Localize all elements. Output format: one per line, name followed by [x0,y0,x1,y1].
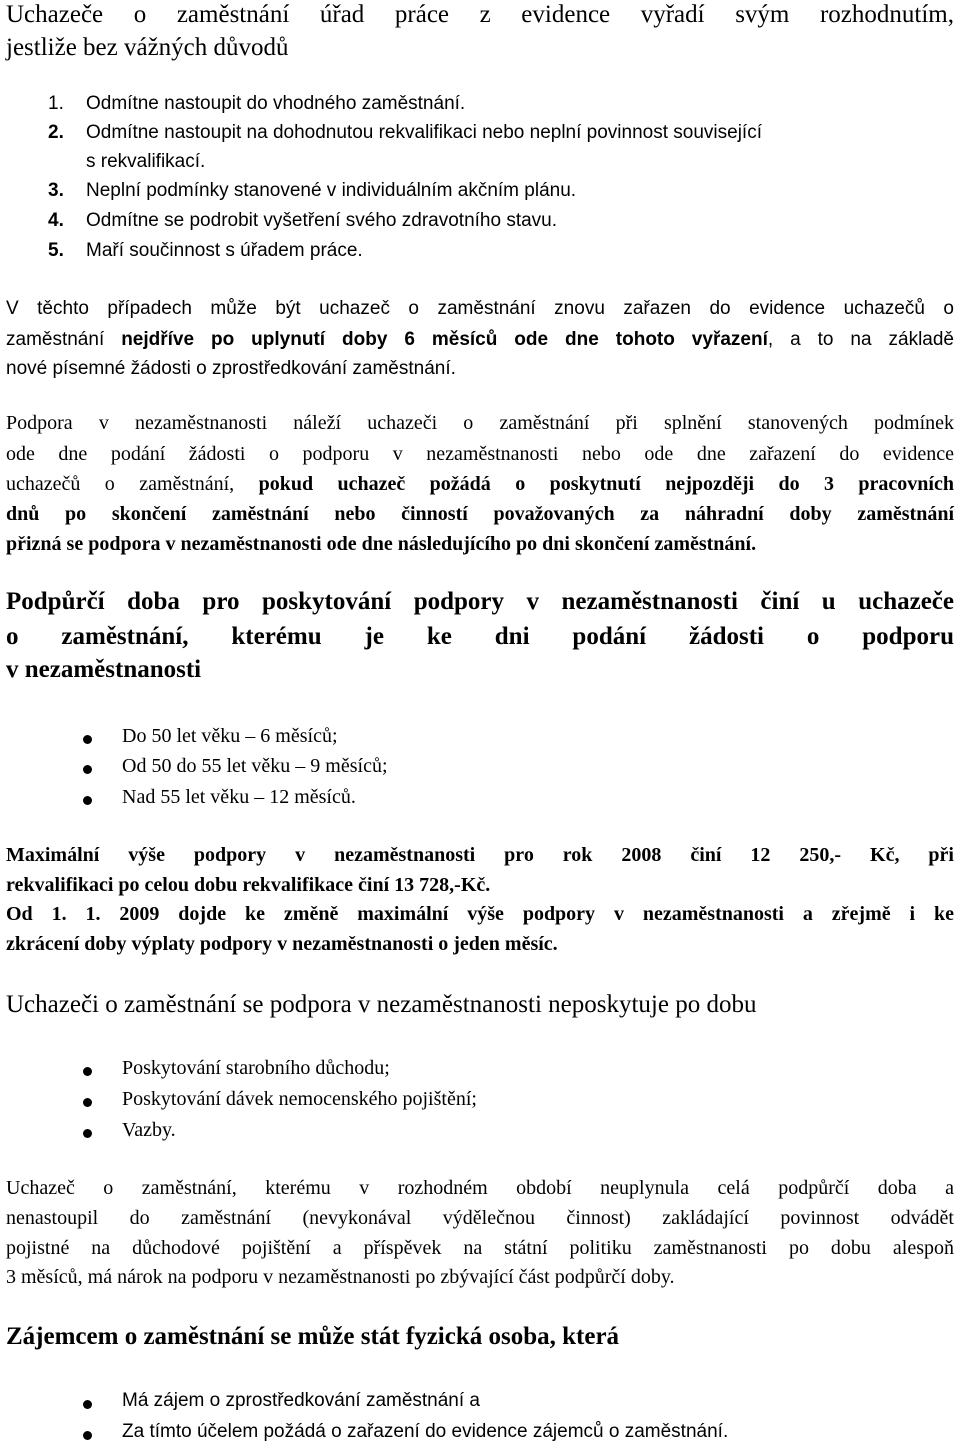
bullet-icon [83,1129,92,1138]
bullet-icon [83,1098,92,1107]
list-item: Vazby. [122,1119,176,1141]
bullet-icon [83,765,92,774]
list-item: Poskytování dávek nemocenského pojištění; [122,1088,477,1110]
bullet-icon [83,1431,92,1440]
paragraph-line: nenastoupil do zaměstnání (nevykonával výdělečnou činnost) zakládající povinnost odvádět [6,1207,954,1229]
list-item: Od 50 do 55 let věku – 9 měsíců; [122,755,388,777]
list-item: Poskytování starobního důchodu; [122,1057,390,1079]
period-heading-line: o zaměstnání, kterému je ke dni podání žádosti o podporu [6,623,954,650]
paragraph-line: pojistné na důchodové pojištění a příspěvek na státní politiku zaměstnanosti po dobu alespoň [6,1237,954,1259]
paragraph-line: nové písemné žádosti o zprostředkování zaměstnání. [6,358,456,379]
support-line: Podpora v nezaměstnanosti náleží uchazeči o zaměstnání při splnění stanovených podmínek [6,412,954,434]
document-page: Uchazeče o zaměstnání úřad práce z evidence vyřadí svým rozhodnutím, jestliže bez vážných důvodů 1. Odmítne nastoupit do vhodného zaměstnání. 2. Odmítne nastoupit na dohodnutou rekvalifikaci nebo neplní povinnost související s rekvalifikací. 3. Neplní podmínky stanovené v individuálním akčním plánu. 4. Odmítne se podrobit vyšetření svého zdravotního stavu. 5. Maří součinnost s úřadem práce. V těchto případech může být uchazeč o zaměstnání znovu zařazen do evidence uchazečů o zaměstnání nejdříve po uplynutí doby 6 měsíců ode dne tohoto vyřazení, a to na základě nové písemné žádosti o zprostředkování zaměstnání. Podpora v nezaměstnanosti náleží uchazeči o zaměstnání při splnění stanovených podmínek ode dne podání žádosti o podporu v nezaměstnanosti nebo ode dne zařazení do evidence uchazečů o zaměstnání, pokud uchazeč požádá o poskytnutí nejpozději do 3 pracovních dnů po skončení zaměstnání nebo činností považovaných za náhradní doby zaměstnání přizná se podpora v nezaměstnanosti ode dne následujícího po dni skončení zaměstnání. Podpůrčí doba pro poskytování podpory v nezaměstnanosti činí u uchazeče o zaměstnání, kterému je ke dni podání žádosti o podporu v nezaměstnanosti Do 50 let věku – 6 měsíců; Od 50 do 55 let věku – 9 měsíců; Nad 55 let věku – 12 měsíců. Maximální výše podpory v nezaměstnanosti pro rok 2008 činí 12 250,- Kč, při rekvalifikaci po celou dobu rekvalifikace činí 13 728,-Kč. Od 1. 1. 2009 dojde ke změně maximální výše podpory v nezaměstnanosti a zřejmě i ke zkrácení doby výplaty podpory v nezaměstnanosti o jeden měsíc. Uchazeči o zaměstnání se podpora v nezaměstnanosti neposkytuje po dobu Poskytování starobního důchodu; Poskytování dávek nemocenského pojištění; Vazby. Uchazeč o zaměstnání, kterému v rozhodném období neuplynula celá podpůrčí doba a nenastoupil do zaměstnání (nevykonával výdělečnou činnost) zakládající povinnost odvádět pojistné na důchodové pojištění a příspěvek na státní politiku zaměstnanosti po dobu alespoň 3 měsíců, má nárok na podporu v nezaměstnanosti po zbývající část podpůrčí doby. Zájemcem o zaměstnání se může stát fyzická osoba, která Má zájem o zprostředkování zaměstnání a Za tímto účelem požádá o zařazení do evidence zájemců o zaměstnání. [6,1,954,1442]
bullet-icon [83,796,92,805]
bullet-icon [83,1400,92,1409]
paragraph-line: zaměstnání nejdříve po uplynutí doby 6 měsíců ode dne tohoto vyřazení, a to na základě [6,329,954,350]
period-heading-line: Podpůrčí doba pro poskytování podpory v nezaměstnanosti činí u uchazeče [6,588,954,615]
list-item: Za tímto účelem požádá o zařazení do evidence zájemců o zaměstnání. [122,1421,729,1442]
paragraph-line: 3 měsíců, má nárok na podporu v nezaměstnanosti po zbývající část podpůrčí doby. [6,1266,675,1288]
maximum-line: Maximální výše podpory v nezaměstnanosti pro rok 2008 činí 12 250,- Kč, při [6,844,954,866]
support-line: ode dne podání žádosti o podporu v nezaměstnanosti nebo ode dne zařazení do evidence [6,443,954,465]
paragraph-line: Uchazeč o zaměstnání, kterému v rozhodném období neuplynula celá podpůrčí doba a [6,1177,954,1199]
list-item: Do 50 let věku – 6 měsíců; [122,725,338,747]
section1-heading-line1: Uchazeče o zaměstnání úřad práce z evidence vyřadí svým rozhodnutím, [6,1,954,28]
support-line: uchazečů o zaměstnání, pokud uchazeč požádá o poskytnutí nejpozději do 3 pracovních [6,473,954,495]
support-line: dnů po skončení zaměstnání nebo činností považovaných za náhradní doby zaměstnání [6,503,954,525]
section1-heading-line2: jestliže bez vážných důvodů [6,34,289,61]
maximum-line: rekvalifikaci po celou dobu rekvalifikace činí 13 728,-Kč. [6,874,491,896]
period-heading-line: v nezaměstnanosti [6,656,202,683]
bullet-icon [83,735,92,744]
not-provided-heading: Uchazeči o zaměstnání se podpora v nezaměstnanosti neposkytuje po dobu [6,991,757,1018]
paragraph-line: V těchto případech může být uchazeč o zaměstnání znovu zařazen do evidence uchazečů o [6,298,954,319]
interested-heading: Zájemcem o zaměstnání se může stát fyzická osoba, která [6,1323,620,1350]
maximum-line: Od 1. 1. 2009 dojde ke změně maximální výše podpory v nezaměstnanosti a zřejmě i ke [6,903,954,925]
bullet-icon [83,1067,92,1076]
list-item: Nad 55 let věku – 12 měsíců. [122,786,356,808]
support-line: přizná se podpora v nezaměstnanosti ode dne následujícího po dni skončení zaměstnání. [6,533,757,555]
list-item: Má zájem o zprostředkování zaměstnání a [122,1390,481,1411]
maximum-line: zkrácení doby výplaty podpory v nezaměstnanosti o jeden měsíc. [6,933,558,955]
